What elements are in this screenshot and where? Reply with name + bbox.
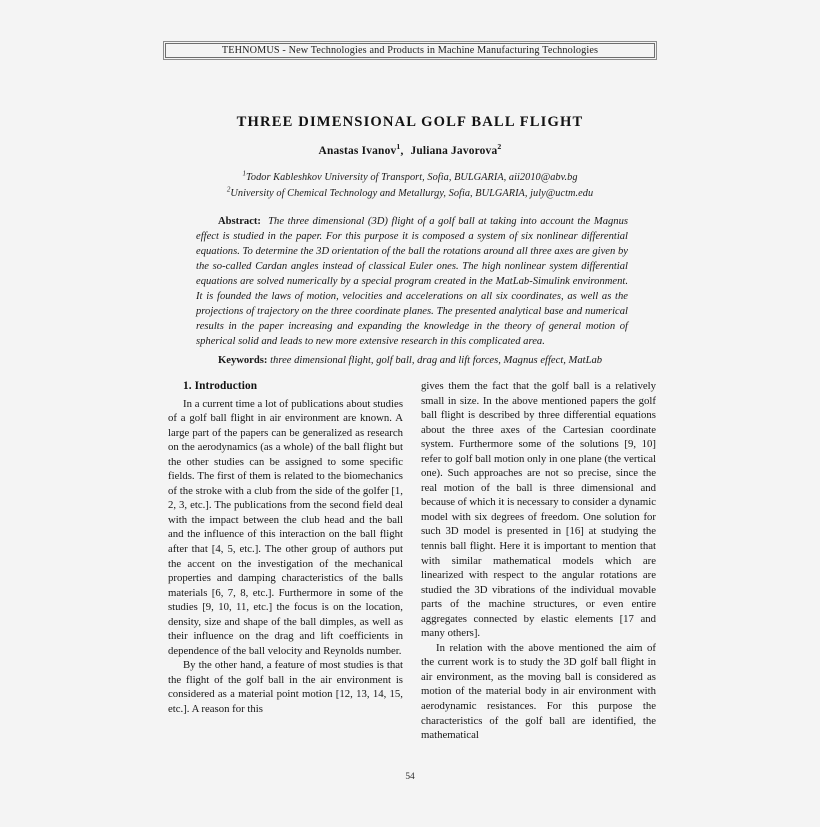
affiliation-2-marker: 2 (226, 185, 231, 194)
paragraph: In relation with the above mentioned the aim of the current work is to study the 3D golf ball flight in air environment, as the moving ball is considered as motion of the material body in air environment with aerodynamic resistances. For this purpose the characteristics of the golf ball are identified, the mathematical (421, 641, 656, 742)
paragraph: gives them the fact that the golf ball is a relatively small in size. In the above mentioned papers the golf ball flight is described by three differential equations about the three axes of the Cartesian coordinate system. Furthermore some of the solutions [9, 10] refer to golf ball motion only in one plane (the vertical one). Such approaches are not so precise, since the real motion of the ball is three dimensional and because of which it is necessary to consider a dynamic model with six degrees of freedom. One solution for such 3D model is presented in [16] at studying the tennis ball flight. Here it is important to mention that with similar mathematical models which are linearized with respect to the angular rotations are studied the 3D vibrations of the individual movable parts of the machine structures, or even entire aggregates connected by elastic elements [17 and many others]. (421, 380, 656, 640)
page-title: THREE DIMENSIONAL GOLF BALL FLIGHT (236, 114, 584, 130)
page-number: 54 (405, 772, 415, 782)
section-heading-introduction: 1. Introduction (183, 380, 258, 392)
author-separator-comma: , (400, 145, 404, 157)
paragraph: In a current time a lot of publications about studies of a golf ball flight in air environment are known. A large part of the papers can be generalized as research on the aerodynamics (as a whole) of the ball flight but the other studies can be assigned to some specific fields. The first of them is related to the biomechanics of the stroke with a club from the side of the golfer [1, 2, 3, etc.]. The publications from the second field deal with the impact between the club head and the ball and the influence of this interaction on the ball flight after that [4, 5, etc.]. The other group of authors put the accent on the investigation of the mechanical properties and damping characteristics of the balls materials [6, 7, 8, etc.]. Furthermore in some of the studies [9, 10, 11, etc.] the focus is on the location, density, size and shape of the ball dimples, as well as their influence on the drag and lift coefficients in dependence of the ball velocity and Reynolds number. (168, 397, 403, 657)
running-head-box (163, 41, 657, 60)
affiliation-1-text: Todor Kableshkov University of Transport, Sofia, BULGARIA, aii2010@abv.bg (246, 172, 578, 183)
affiliation-2-text: University of Chemical Technology and Metallurgy, Sofia, BULGARIA, july@uctm.edu (230, 188, 594, 199)
abstract-label: Abstract: (218, 216, 261, 227)
affiliation-1 (0, 169, 820, 183)
author-one: Anastas Ivanov (318, 145, 397, 157)
abstract-paragraph (196, 214, 628, 349)
abstract-body: The three dimensional (3D) flight of a golf ball at taking into account the Magnus effect is studied in the paper. For this purpose it is composed a system of six nonlinear differential equations. To determine the 3D orientation of the ball the rotations around all three axes are given by the so-called Cardan angles instead of classical Euler ones. The high nonlinear system differential equations are solved numerically by a special program created in the MatLab-Simulink environment. It is founded the laws of motion, velocities and accelerations on all six coordinates, as well as the projections of trajectory on the three coordinate planes. The presented analytical base and numerical results in the paper increasing and expanding the knowledge in the theory of general motion of spherical solid and leads to new more extensive research in this complicated area. (196, 216, 629, 348)
affiliation-2 (0, 185, 820, 199)
left-column (168, 379, 403, 769)
author-one-affiliation-marker: 1 (396, 142, 401, 152)
paragraph: By the other hand, a feature of most studies is that the flight of the golf ball in the air environment is considered as a material point motion [12, 13, 14, 15, etc.]. A reason for this (168, 659, 403, 716)
keywords-label: Keywords: (218, 355, 268, 366)
keywords-paragraph (196, 353, 628, 368)
author-two: Juliana Javorova (410, 145, 498, 157)
author-list (0, 142, 820, 157)
keywords-body: three dimensional flight, golf ball, drag and lift forces, Magnus effect, MatLab (270, 355, 603, 366)
right-column (421, 379, 656, 769)
author-two-affiliation-marker: 2 (497, 142, 502, 152)
running-head-text: TEHNOMUS - New Technologies and Products in Machine Manufacturing Technologies (221, 45, 599, 56)
affiliation-1-marker: 1 (242, 169, 247, 178)
running-head-inner-border (165, 43, 655, 58)
body-columns (168, 379, 656, 769)
